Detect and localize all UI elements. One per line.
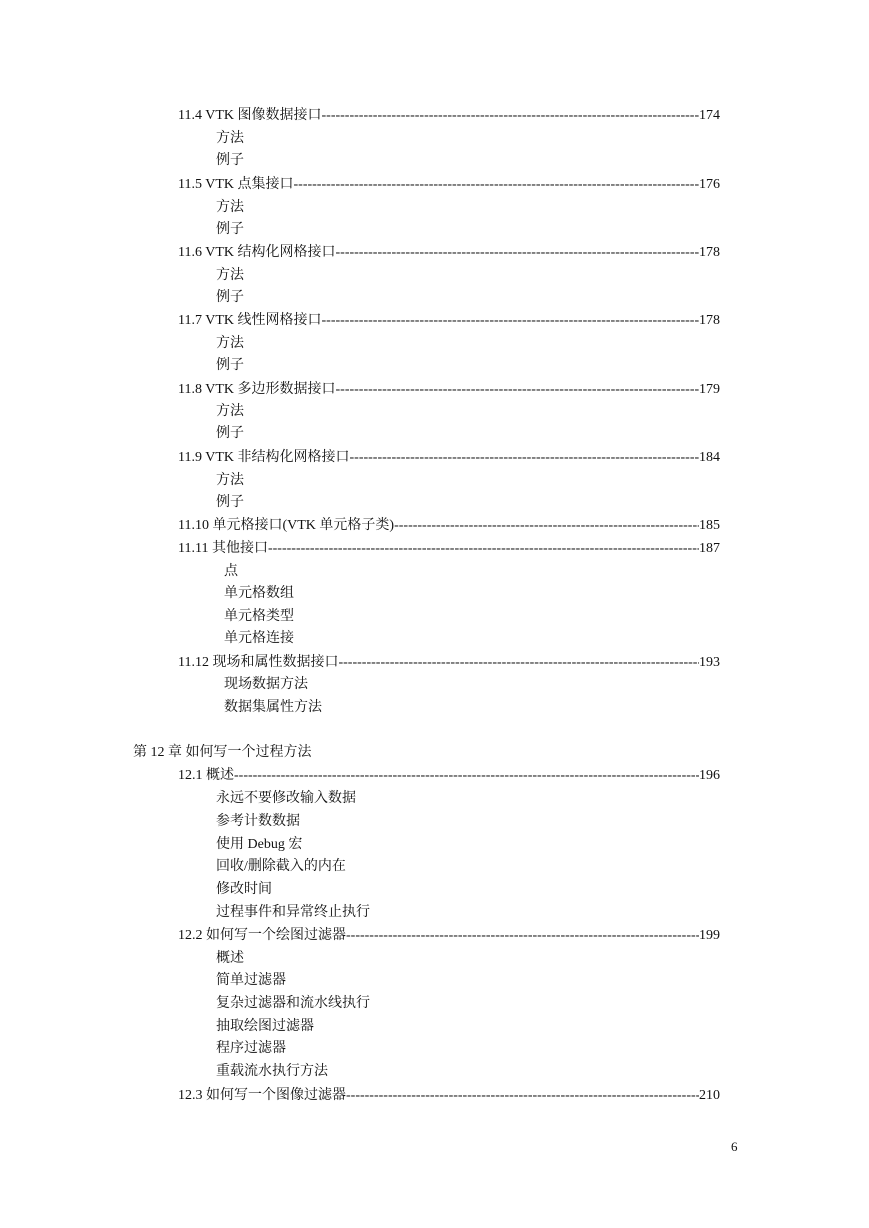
toc-entry-title: 11.7 VTK 线性网格接口 bbox=[178, 313, 322, 328]
chapter-heading: 第 12 章 如何写一个过程方法 bbox=[133, 745, 312, 760]
toc-subitem: 单元格数组 bbox=[224, 586, 294, 601]
toc-dot-leader bbox=[350, 449, 700, 467]
toc-entry bbox=[178, 312, 720, 330]
toc-entry bbox=[178, 244, 720, 262]
toc-dot-leader bbox=[322, 312, 700, 330]
toc-entry-page: 185 bbox=[699, 518, 720, 533]
toc-subitem: 参考计数数据 bbox=[216, 814, 300, 829]
toc-entry-title: 11.12 现场和属性数据接口 bbox=[178, 655, 339, 670]
toc-entry-title: 11.4 VTK 图像数据接口 bbox=[178, 108, 322, 123]
toc-entry bbox=[178, 381, 720, 399]
toc-entry-page: 179 bbox=[699, 382, 720, 397]
toc-subitem: 例子 bbox=[216, 290, 244, 305]
toc-subitem: 程序过滤器 bbox=[216, 1041, 286, 1056]
toc-entry-title: 12.1 概述 bbox=[178, 768, 234, 783]
toc-subitem: 单元格连接 bbox=[224, 631, 294, 646]
toc-subitem: 例子 bbox=[216, 495, 244, 510]
toc-subitem: 方法 bbox=[216, 404, 244, 419]
toc-entry-page: 210 bbox=[699, 1088, 720, 1103]
toc-dot-leader bbox=[336, 381, 700, 399]
toc-subitem: 简单过滤器 bbox=[216, 973, 286, 988]
toc-subitem: 修改时间 bbox=[216, 882, 272, 897]
toc-dot-leader bbox=[234, 767, 699, 785]
toc-dot-leader bbox=[346, 927, 699, 945]
toc-entry bbox=[178, 540, 720, 558]
toc-dot-leader bbox=[394, 517, 699, 535]
toc-subitem: 回收/删除截入的内在 bbox=[216, 859, 346, 874]
toc-entry-page: 187 bbox=[699, 541, 720, 556]
toc-entry bbox=[178, 767, 720, 785]
toc-entry-title: 11.9 VTK 非结构化网格接口 bbox=[178, 450, 350, 465]
toc-entry-page: 176 bbox=[699, 177, 720, 192]
toc-entry-title: 11.8 VTK 多边形数据接口 bbox=[178, 382, 336, 397]
toc-entry bbox=[178, 1087, 720, 1105]
toc-entry-page: 196 bbox=[699, 768, 720, 783]
toc-entry-title: 11.10 单元格接口(VTK 单元格子类) bbox=[178, 518, 395, 533]
toc-subitem: 过程事件和异常终止执行 bbox=[216, 905, 370, 920]
toc-subitem: 概述 bbox=[216, 951, 244, 966]
toc-entry bbox=[178, 927, 720, 945]
toc-subitem: 重载流水执行方法 bbox=[216, 1064, 328, 1079]
toc-dot-leader bbox=[322, 107, 700, 125]
toc-subitem: 现场数据方法 bbox=[224, 677, 308, 692]
toc-entry-page: 178 bbox=[699, 245, 720, 260]
toc-subitem: 方法 bbox=[216, 268, 244, 283]
toc-entry bbox=[178, 176, 720, 194]
toc-entry-page: 184 bbox=[699, 450, 720, 465]
toc-dot-leader bbox=[268, 540, 699, 558]
toc-entry-title: 11.6 VTK 结构化网格接口 bbox=[178, 245, 336, 260]
toc-dot-leader bbox=[336, 244, 700, 262]
toc-entry-title: 12.3 如何写一个图像过滤器 bbox=[178, 1088, 346, 1103]
toc-dot-leader bbox=[338, 654, 699, 672]
toc-subitem: 例子 bbox=[216, 358, 244, 373]
toc-subitem: 方法 bbox=[216, 131, 244, 146]
toc-subitem: 例子 bbox=[216, 153, 244, 168]
toc-entry bbox=[178, 107, 720, 125]
toc-entry-page: 174 bbox=[699, 108, 720, 123]
toc-entry-title: 12.2 如何写一个绘图过滤器 bbox=[178, 928, 346, 943]
toc-dot-leader bbox=[346, 1087, 699, 1105]
toc-dot-leader bbox=[294, 176, 700, 194]
toc-entry-page: 193 bbox=[699, 655, 720, 670]
toc-entry-page: 199 bbox=[699, 928, 720, 943]
page-number: 6 bbox=[731, 1139, 738, 1154]
toc-subitem: 例子 bbox=[216, 426, 244, 441]
toc-subitem: 点 bbox=[224, 564, 238, 579]
toc-subitem: 使用 Debug 宏 bbox=[216, 837, 303, 852]
toc-subitem: 抽取绘图过滤器 bbox=[216, 1019, 314, 1034]
toc-subitem: 方法 bbox=[216, 473, 244, 488]
toc-subitem: 方法 bbox=[216, 336, 244, 351]
toc-subitem: 例子 bbox=[216, 222, 244, 237]
toc-entry bbox=[178, 517, 720, 535]
toc-subitem: 永远不要修改输入数据 bbox=[216, 791, 356, 806]
toc-subitem: 数据集属性方法 bbox=[224, 700, 322, 715]
toc-subitem: 方法 bbox=[216, 200, 244, 215]
toc-entry-page: 178 bbox=[699, 313, 720, 328]
toc-entry bbox=[178, 449, 720, 467]
toc-subitem: 复杂过滤器和流水线执行 bbox=[216, 996, 370, 1011]
toc-entry bbox=[178, 654, 720, 672]
toc-entry-title: 11.5 VTK 点集接口 bbox=[178, 177, 294, 192]
toc-entry-title: 11.11 其他接口 bbox=[178, 541, 268, 556]
toc-subitem: 单元格类型 bbox=[224, 609, 294, 624]
